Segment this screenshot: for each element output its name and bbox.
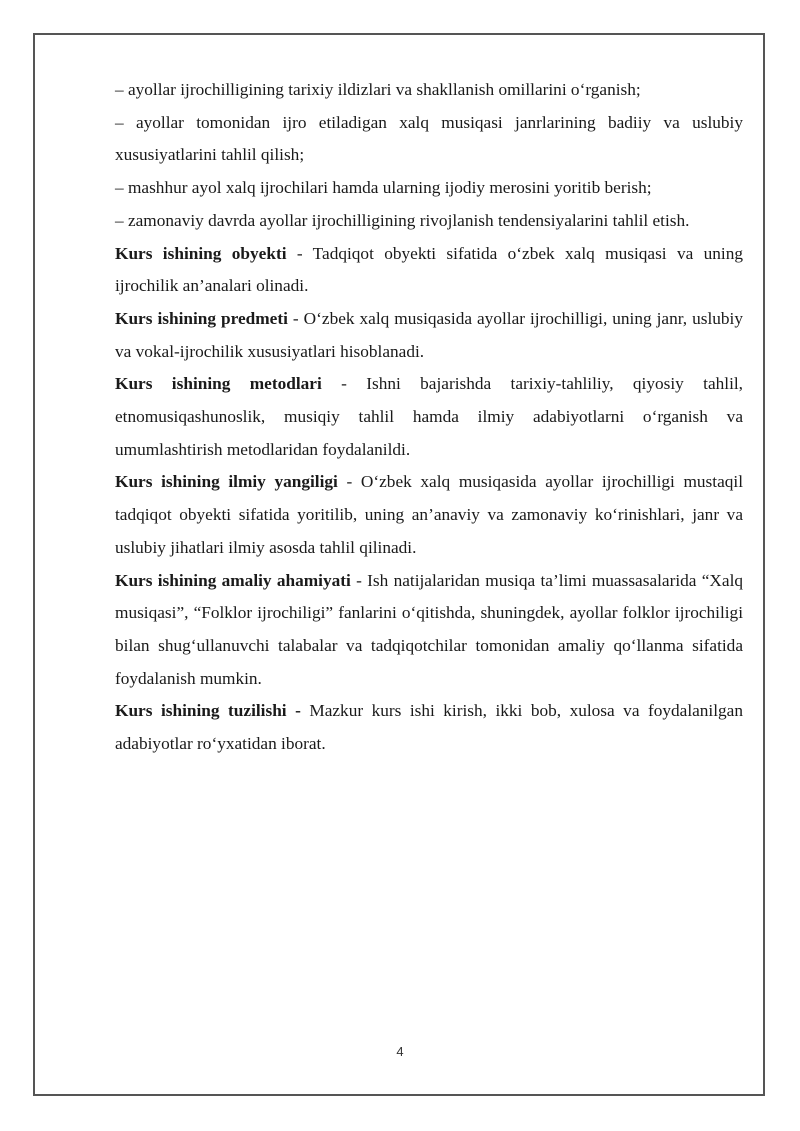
section-text: - O‘zbek xalq musiqasida ayollar ijrochilligi mustaqil tadqiqot obyekti sifatida yoritilib, uning an’anaviy va zamonaviy ko‘rinishlari, janr va uslubiy jihatlari ilmiy asosda tahlil qilinadi. xyxy=(115,472,743,557)
section-heading: Kurs ishining obyekti xyxy=(115,243,287,263)
section-methods xyxy=(115,368,743,466)
section-text: - Tadqiqot obyekti sifatida o‘zbek xalq musiqasi va uning ijrochilik an’analari olinadi. xyxy=(115,243,743,296)
section-text: Mazkur kurs ishi kirish, ikki bob, xulosa va foydalanilgan adabiyotlar ro‘yxatidan iborat. xyxy=(115,701,743,754)
list-item: – mashhur ayol xalq ijrochilari hamda ularning ijodiy merosini yoritib berish; xyxy=(115,178,652,198)
section-heading: Kurs ishining amaliy ahamiyati xyxy=(115,570,351,590)
section-text: - Ish natijalaridan musiqa ta’limi muassasalarida “Xalq musiqasi”, “Folklor ijrochiligi” fanlarini o‘qitishda, shuningdek, ayollar folklor ijrochiligi bilan shug‘ullanuvchi talabalar va tadqiqotchilar tomonidan amaliy qo‘llanma sifatida foydalanish mumkin. xyxy=(115,570,744,688)
section-heading: Kurs ishining predmeti xyxy=(115,308,288,328)
section-text: - Ishni bajarishda tarixiy-tahliliy, qiyosiy tahlil, etnomusiqashunoslik, musiqiy tahlil hamda ilmiy adabiyotlarni o‘rganish va umumlashtirish metodlaridan foydalanildi. xyxy=(115,374,743,459)
section-heading: Kurs ishining ilmiy yangiligi xyxy=(115,472,338,492)
section-text: - O‘zbek xalq musiqasida ayollar ijrochilligi, uning janr, uslubiy va vokal-ijrochilik xususiyatlari hisoblanadi. xyxy=(115,308,743,361)
section-heading: Kurs ishining tuzilishi - xyxy=(115,701,301,721)
document-body xyxy=(115,74,743,761)
section-objective xyxy=(115,238,743,303)
section-heading: Kurs ishining metodlari xyxy=(115,374,322,394)
section-structure xyxy=(115,695,743,760)
list-item: – ayollar ijrochilligining tarixiy ildizlari va shakllanish omillarini o‘rganish; xyxy=(115,80,641,99)
page-number: 4 xyxy=(396,1044,404,1059)
list-item: – zamonaviy davrda ayollar ijrochilligining rivojlanish tendensiyalarini tahlil etish. xyxy=(115,210,690,230)
section-novelty xyxy=(115,466,743,564)
section-practical-significance xyxy=(115,565,743,696)
section-subject xyxy=(115,303,743,368)
list-item: – ayollar tomonidan ijro etiladigan xalq musiqasi janrlarining badiiy va uslubiy xususiyatlarini tahlil qilish; xyxy=(115,112,743,165)
